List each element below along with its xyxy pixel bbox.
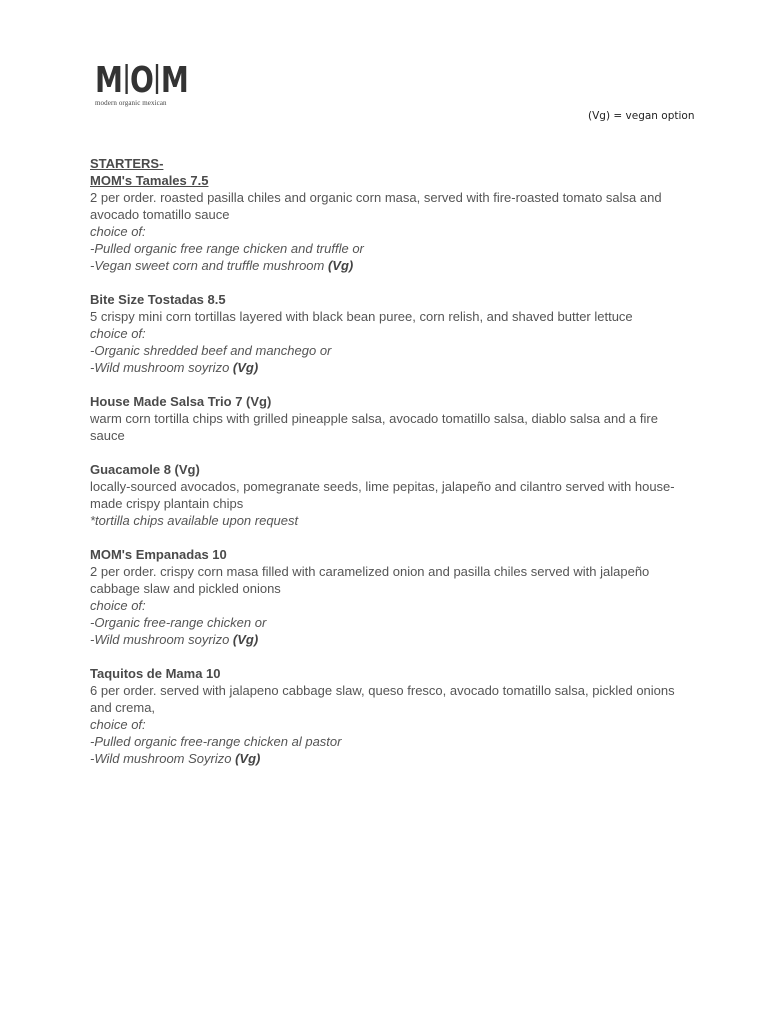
vegan-marker: (Vg) [327, 258, 354, 273]
item-option-text: -Wild mushroom soyrizo [90, 632, 233, 647]
item-description: locally-sourced avocados, pomegranate seeds, lime pepitas, jalapeño and cilantro served with house-made crispy plantain chips [90, 479, 675, 511]
item-choice-label: choice of: [90, 598, 146, 613]
logo-tagline: modern organic mexican [95, 99, 167, 107]
logo [95, 60, 195, 107]
item-option-text: -Organic free-range chicken or [90, 615, 267, 630]
item-choice-label: choice of: [90, 224, 146, 239]
menu-item-empanadas [90, 546, 690, 648]
item-name: MOM's Tamales 7.5 [90, 173, 209, 188]
vegan-marker: (Vg) [235, 751, 261, 766]
logo-letter-mid: O [129, 60, 154, 101]
item-option [90, 257, 690, 274]
item-description: 5 crispy mini corn tortillas layered with black bean puree, corn relish, and shaved butter lettuce [90, 309, 633, 324]
menu-starters [90, 155, 690, 784]
item-note: *tortilla chips available upon request [90, 513, 299, 528]
item-name: House Made Salsa Trio 7 (Vg) [90, 394, 272, 409]
item-description: 2 per order. roasted pasilla chiles and organic corn masa, served with fire-roasted tomato salsa and avocado tomatillo sauce [90, 190, 662, 222]
item-option [90, 359, 690, 376]
item-name: Bite Size Tostadas 8.5 [90, 292, 226, 307]
item-option-text: -Pulled organic free-range chicken al pastor [90, 734, 342, 749]
item-name: Guacamole 8 (Vg) [90, 462, 200, 477]
logo-letter-left: M [95, 60, 123, 101]
menu-item-salsa-trio [90, 393, 690, 444]
item-option [90, 240, 690, 257]
logo-mark [95, 60, 189, 101]
logo-separator [156, 64, 158, 94]
item-option [90, 631, 690, 648]
menu-item-tamales [90, 172, 690, 274]
item-name: MOM's Empanadas 10 [90, 547, 227, 562]
item-option [90, 750, 690, 767]
item-name: Taquitos de Mama 10 [90, 666, 221, 681]
item-option [90, 733, 690, 750]
item-option-text: -Pulled organic free range chicken and truffle or [90, 241, 364, 256]
menu-item-taquitos [90, 665, 690, 767]
item-option [90, 614, 690, 631]
item-option-text: -Vegan sweet corn and truffle mushroom [90, 258, 328, 273]
vegan-marker: (Vg) [232, 632, 259, 647]
menu-item-guacamole [90, 461, 690, 529]
item-option-text: -Wild mushroom soyrizo [90, 360, 233, 375]
item-choice-label: choice of: [90, 326, 146, 341]
item-option-text: -Organic shredded beef and manchego or [90, 343, 332, 358]
item-description: 6 per order. served with jalapeno cabbage slaw, queso fresco, avocado tomatillo salsa, pickled onions and crema, [90, 683, 675, 715]
logo-separator [125, 64, 127, 94]
item-description: 2 per order. crispy corn masa filled with caramelized onion and pasilla chiles served with jalapeño cabbage slaw and pickled onions [90, 564, 650, 596]
vegan-legend: (Vg) = vegan option [588, 110, 695, 122]
vegan-marker: (Vg) [232, 360, 259, 375]
item-option-text: -Wild mushroom Soyrizo [90, 751, 236, 766]
item-option [90, 342, 690, 359]
section-title: STARTERS- [90, 156, 164, 171]
logo-letter-right: M [160, 60, 189, 101]
menu-item-tostadas [90, 291, 690, 376]
item-choice-label: choice of: [90, 717, 146, 732]
item-description: warm corn tortilla chips with grilled pineapple salsa, avocado tomatillo salsa, diablo salsa and a fire sauce [90, 411, 658, 443]
